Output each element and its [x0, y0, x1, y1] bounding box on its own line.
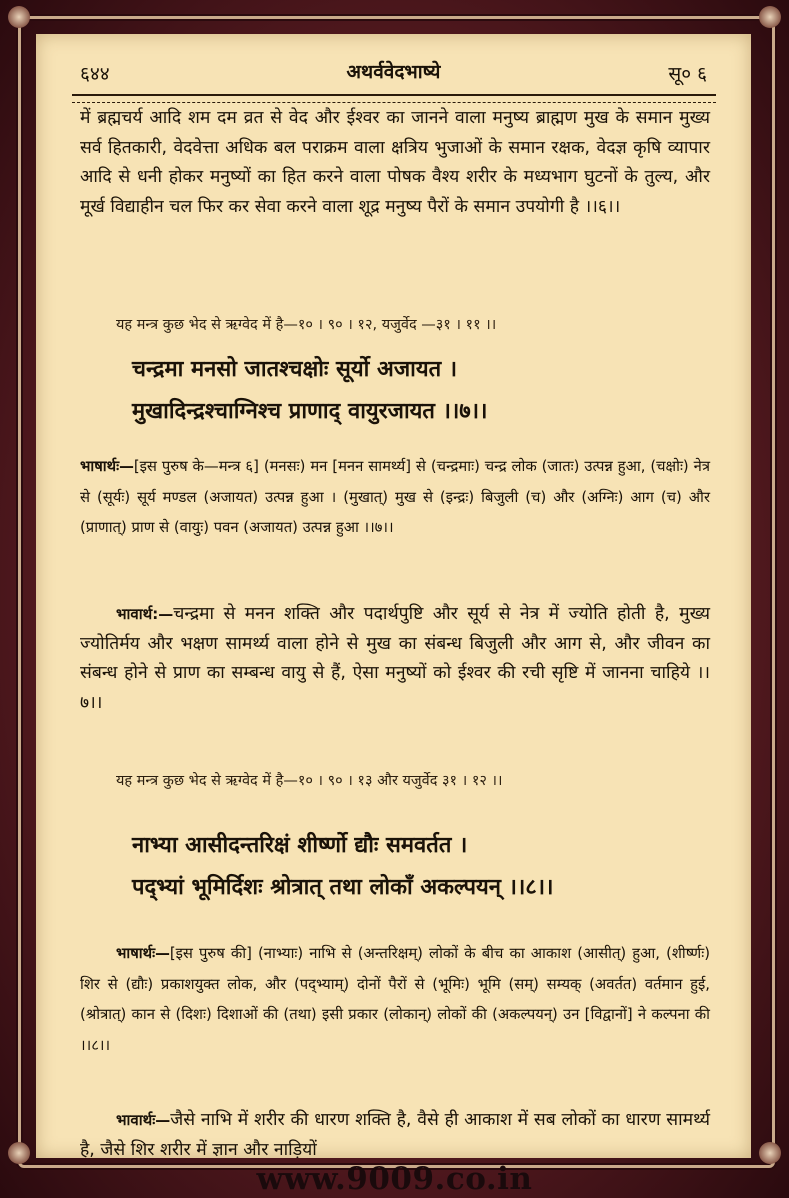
- mantra-8: [132, 824, 692, 908]
- mantra-7-line-2: मुखादिन्द्रश्चाग्निश्च प्राणाद् वायुरजायत ।।७।।: [132, 398, 488, 424]
- paragraph-continued: में ब्रह्मचर्य आदि शम दम व्रत से वेद और ईश्वर का जानने वाला मनुष्य ब्राह्मण मुख के समान मुख्य सर्व हितकारी, वेदवेत्ता अधिक बल पराक्रम वाला क्षत्रिय भुजाओं के समान रक्षक, वेदज्ञ कृषि व्यापार आदि से धनी होकर मनुष्यों का हित करने वाला पोषक वैश्य शरीर के मध्यभाग घुटनों के तुल्य, और मूर्ख विद्याहीन चल फिर कर सेवा करने वाला शूद्र मनुष्य पैरों के समान उपयोगी है ।।६।।: [80, 108, 710, 217]
- page-header: [36, 34, 751, 92]
- mantra-7: [132, 348, 692, 432]
- website-watermark: www.9009.co.in: [256, 1161, 533, 1197]
- bhavartha-7-label: भावार्थ:—: [116, 605, 174, 623]
- bhashartha-7: [80, 452, 710, 544]
- bhashartha-8-text: [इस पुरुष की] (नाभ्याः) नाभि से (अन्तरिक्षम्) लोकों के बीच का आकाश (आसीत्) हुआ, (शीर्ष्णः) शिर से (द्यौः) प्रकाशयुक्त लोक, और (पद्भ्याम्) दोनों पैरों से (भूमिः) भूमि (सम्) सम्यक् (अवर्तत) वर्तमान हुई, (श्रोत्रात्) कान से (दिशः) दिशाओं की (तथा) इसी प्रकार (लोकान्) लोकों की (अकल्पयन्) उन [विद्वानों] ने कल्पना की ।।८।।: [80, 945, 710, 1054]
- bhavartha-8: [80, 1106, 710, 1158]
- reference-note-1: यह मन्त्र कुछ भेद से ऋग्वेद में है—१० । ९० । १२, यजुर्वेद —३१ । ११ ।।: [116, 317, 497, 333]
- corner-ornament-top-left: [8, 6, 30, 28]
- bhashartha-8: [80, 939, 710, 1061]
- corner-ornament-top-right: [759, 6, 781, 28]
- mantra-8-line-1: नाभ्या आसीदन्तरिक्षं शीर्ष्णो द्यौः समवर्तत ।: [132, 832, 468, 858]
- bhavartha-8-label: भावार्थः—: [116, 1111, 171, 1129]
- page-number: ६४४: [80, 63, 110, 85]
- header-rule: [72, 94, 716, 103]
- bhashartha-7-text: [इस पुरुष के—मन्त्र ६] (मनसः) मन [मनन सामर्थ्य] से (चन्द्रमाः) चन्द्र लोक (जातः) उत्पन्न हुआ, (चक्षोः) नेत्र से (सूर्यः) सूर्य मण्डल (अजायत) उत्पन्न हुआ । (मुखात्) मुख से (इन्द्रः) बिजुली (च) और (अग्निः) आग (च) और (प्राणात्) प्राण से (वायुः) पवन (अजायत) उत्पन्न हुआ ।।७।।: [80, 458, 710, 536]
- book-title: अथर्ववेदभाष्ये: [346, 61, 441, 83]
- bhashartha-8-label: भाषार्थः—: [116, 945, 170, 962]
- mantra-7-line-1: चन्द्रमा मनसो जातश्चक्षोः सूर्यो अजायत ।: [132, 356, 458, 382]
- reference-note-2: यह मन्त्र कुछ भेद से ऋग्वेद में है—१० । ९० । १३ और यजुर्वेद ३१ । १२ ।।: [116, 773, 503, 789]
- bhavartha-7: [80, 600, 710, 718]
- bhashartha-7-label: भाषार्थः—: [80, 458, 134, 475]
- bhavartha-8-text: जैसे नाभि में शरीर की धारण शक्ति है, वैसे ही आकाश में सब लोकों का धारण सामर्थ्य है, जैसे शिर शरीर में ज्ञान और नाड़ियों: [80, 1110, 710, 1158]
- document-page: [36, 34, 751, 1158]
- bhavartha-7-text: चन्द्रमा से मनन शक्ति और पदार्थपुष्टि और सूर्य से नेत्र में ज्योति होती है, मुख्य ज्योतिर्मय और भक्षण सामर्थ्य वाला होने से मुख का संबन्ध बिजुली और आग से, और जीवन का संबन्ध होने से प्राण का सम्बन्ध वायु से हैं, ऐसा मनुष्यों को ईश्वर की रची सृष्टि में जानना चाहिये ।।७।।: [80, 604, 710, 713]
- sukta-number: सू० ६: [668, 63, 707, 85]
- mantra-8-line-2: पद्भ्यां भूमिर्दिशः श्रोत्रात् तथा लोकाँ अकल्पयन् ।।८।।: [132, 874, 554, 900]
